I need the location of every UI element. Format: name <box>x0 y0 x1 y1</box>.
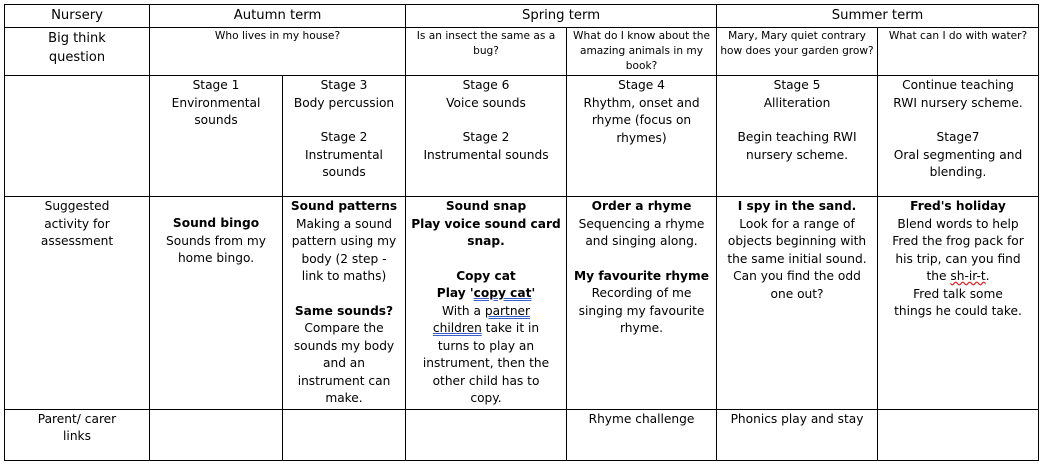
activity-text: other child has to <box>432 373 540 388</box>
stage-cell-summer-1 <box>717 76 878 197</box>
stage-row <box>5 76 1039 197</box>
stage-cell-spring-1 <box>406 76 567 197</box>
stage-cell-autumn-2 <box>283 76 406 197</box>
activity-text: Sequencing a rhyme <box>578 216 705 231</box>
header-autumn-term: Autumn term <box>150 5 406 28</box>
big-think-row <box>5 28 1039 76</box>
activity-link-text: partner <box>484 303 531 318</box>
stage-title: Stage 1 <box>192 78 240 92</box>
parent-label-line: Parent/ carer <box>37 411 117 426</box>
stage-text: Oral segmenting and <box>893 147 1023 162</box>
suggested-activity-label <box>5 197 150 410</box>
activity-title: Fred's holiday <box>910 199 1006 213</box>
activity-text: Play ' <box>436 286 474 300</box>
parent-cell-empty <box>878 409 1039 460</box>
activity-text: Fred the frog pack for <box>892 234 1024 248</box>
activity-text: singing my favourite <box>578 303 705 318</box>
header-nursery: Nursery <box>5 5 150 28</box>
parent-link-phonics-play: Phonics play and stay <box>717 409 878 460</box>
activity-text: turns to play an <box>437 338 535 353</box>
activity-text: With a <box>441 303 485 318</box>
stage-text: Continue teaching <box>902 78 1014 92</box>
activity-cell-spring-2 <box>567 197 717 410</box>
parent-carer-label <box>5 409 150 460</box>
stage-title: Stage 5 <box>773 78 821 92</box>
stage-text: Begin teaching RWI <box>737 130 857 144</box>
stage-text: rhyme (focus on <box>591 113 692 127</box>
activity-row <box>5 197 1039 410</box>
parent-cell-empty <box>406 409 567 460</box>
stage-title: Stage 6 <box>462 78 510 92</box>
header-row <box>5 5 1039 28</box>
big-think-label-line: Big think <box>48 31 106 46</box>
activity-text: . <box>985 269 990 283</box>
activity-text: Can you find the odd <box>733 269 861 283</box>
activity-text: Sounds from my <box>166 233 266 248</box>
activity-title: snap. <box>467 234 505 248</box>
activity-cell-summer-2 <box>878 197 1039 410</box>
activity-cell-spring-1 <box>406 197 567 410</box>
activity-text: Fred talk some <box>913 286 1003 301</box>
stage-title: Stage 2 <box>320 130 368 144</box>
activity-title: Sound patterns <box>290 199 398 213</box>
activity-flagged-word: sh-ir-t <box>950 269 986 283</box>
activity-cell-autumn-1 <box>150 197 283 410</box>
activity-title: Sound snap <box>445 199 527 213</box>
activity-text: ' <box>531 286 536 300</box>
curriculum-table <box>4 4 1039 461</box>
question-spring-1: Is an insect the same as a bug? <box>406 28 567 76</box>
stage-title: Stage7 <box>936 130 980 144</box>
header-spring-term: Spring term <box>406 5 717 28</box>
activity-title: My favourite rhyme <box>574 268 709 283</box>
stage-text: Alliteration <box>763 95 831 110</box>
activity-text: things he could take. <box>894 304 1022 318</box>
activity-text: take it in <box>481 321 540 335</box>
activity-text: Blend words to help <box>897 216 1019 231</box>
stage-text: blending. <box>929 165 987 179</box>
parent-links-row <box>5 409 1039 460</box>
stage-text: rhymes) <box>616 130 667 145</box>
stage-text: Rhythm, onset and <box>583 95 700 110</box>
suggested-label-line: assessment <box>40 234 114 248</box>
stage-text: Body percussion <box>293 95 395 110</box>
activity-text: Look for a range of <box>739 216 855 231</box>
parent-cell-empty <box>150 409 283 460</box>
stage-title: Stage 3 <box>320 78 368 92</box>
activity-title: Same sounds? <box>294 303 394 318</box>
stage-text: Instrumental sounds <box>423 147 549 162</box>
activity-text: Recording of me <box>591 286 692 300</box>
question-summer-1: Mary, Mary quiet contrary how does your garden grow? <box>717 28 878 76</box>
stage-text: sounds <box>194 113 238 127</box>
stage-text: Instrumental <box>305 147 383 162</box>
activity-cell-summer-1 <box>717 197 878 410</box>
stage-cell-autumn-1 <box>150 76 283 197</box>
header-summer-term: Summer term <box>717 5 1039 28</box>
activity-text: his trip, can you find <box>895 251 1021 266</box>
activity-text: Making a sound <box>295 216 393 231</box>
stage-text: sounds <box>322 165 366 179</box>
question-autumn: Who lives in my house? <box>150 28 406 76</box>
activity-title: Order a rhyme <box>591 199 692 213</box>
activity-with-line <box>409 303 563 321</box>
stage-text: RWI nursery scheme. <box>893 95 1023 110</box>
activity-text: make. <box>325 391 363 405</box>
activity-text: link to maths) <box>301 269 387 283</box>
stage-label-empty <box>5 76 150 197</box>
activity-title: Sound bingo <box>172 216 260 230</box>
activity-text: rhyme. <box>620 321 663 335</box>
activity-text: one out? <box>770 286 824 301</box>
activity-title: Play voice sound card <box>411 216 561 231</box>
activity-text: and singing along. <box>585 234 698 248</box>
activity-with-line <box>409 320 563 338</box>
activity-cell-autumn-2 <box>283 197 406 410</box>
big-think-label-line: question <box>48 50 106 65</box>
stage-cell-summer-2 <box>878 76 1039 197</box>
activity-text: sounds my body <box>293 338 395 353</box>
activity-text: body (2 step - <box>301 251 387 266</box>
question-spring-2: What do I know about the amazing animals in my book? <box>567 28 717 76</box>
activity-text: instrument, then the <box>422 356 550 370</box>
activity-text: Compare the <box>304 321 384 335</box>
question-summer-2: What can I do with water? <box>878 28 1039 76</box>
activity-link-text: copy cat <box>473 286 532 300</box>
activity-play-line <box>409 285 563 303</box>
activity-title: I spy in the sand. <box>737 199 857 213</box>
suggested-label-line: Suggested <box>44 199 110 213</box>
parent-label-line: links <box>63 429 91 443</box>
activity-text: the <box>926 269 951 283</box>
suggested-label-line: activity for <box>44 216 110 231</box>
activity-text: the same initial sound. <box>727 251 867 266</box>
stage-cell-spring-2 <box>567 76 717 197</box>
activity-text: copy. <box>470 391 502 405</box>
activity-text: instrument can <box>297 373 391 388</box>
big-think-label <box>5 28 150 76</box>
activity-text: home bingo. <box>177 251 255 265</box>
parent-cell-empty <box>283 409 406 460</box>
stage-text: nursery scheme. <box>746 147 848 162</box>
parent-link-rhyme-challenge: Rhyme challenge <box>567 409 717 460</box>
stage-text: Voice sounds <box>446 95 526 110</box>
stage-text: Environmental <box>171 95 261 110</box>
activity-text: and an <box>323 356 365 370</box>
activity-text: pattern using my <box>291 234 397 248</box>
activity-link-text: children <box>432 321 482 335</box>
activity-title: Copy cat <box>456 268 516 283</box>
stage-title: Stage 2 <box>462 130 510 144</box>
activity-the-line <box>881 268 1035 286</box>
activity-text: objects beginning with <box>727 234 867 248</box>
stage-title: Stage 4 <box>618 78 665 92</box>
